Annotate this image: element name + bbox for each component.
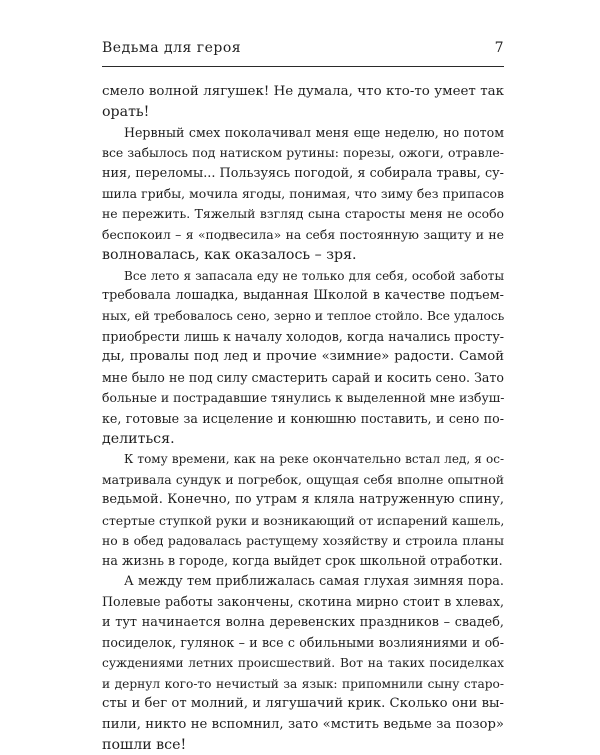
text-line: делиться.: [102, 430, 175, 447]
text-line: орать!: [102, 104, 150, 121]
text-line: ведьмой. Конечно, по утрам я кляла натруженную спину,: [102, 492, 504, 508]
header-rule: [102, 66, 504, 67]
text-line: сты и бег от молний, и лягушачий крик. Сколько они вы-: [102, 696, 504, 712]
text-line: приобрести лишь к началу холодов, когда начались просту-: [102, 328, 504, 344]
text-line: пили, никто не вспомнил, зато «мстить ведьме за позор»: [102, 716, 504, 732]
text-line: волновалась, как оказалось – зря.: [102, 247, 357, 264]
text-line: пошли все!: [102, 737, 187, 753]
paragraph: [102, 82, 504, 123]
paragraph: [102, 266, 504, 450]
text-line: Полевые работы закончены, скотина мирно стоит в хлевах,: [102, 594, 504, 610]
text-line: шила грибы, мочила ягоды, понимая, что зиму без припасов: [102, 186, 504, 202]
paragraph: [102, 449, 504, 571]
text-line: смело волной лягушек! Не думала, что кто-то умеет так: [102, 84, 504, 99]
text-line: и тут начинается волна деревенских праздников – свадеб,: [102, 614, 504, 630]
text-line: больные и пострадавшие тянулись к выделенной мне избуш-: [102, 390, 505, 406]
text-line: посиделок, гулянок – и все с обильными возлияниями и об-: [102, 634, 504, 650]
text-line: все забылось под натиском рутины: порезы, ожоги, отравле-: [102, 145, 504, 161]
text-line: на жизнь в городе, когда выйдет срок школьной отработки.: [102, 553, 503, 569]
text-line: ды, провалы под лед и прочие «зимние» радости. Самой: [102, 349, 504, 365]
running-title: Ведьма для героя: [102, 40, 242, 56]
text-line: ния, переломы... Пользуясь погодой, я собирала травы, су-: [102, 165, 504, 181]
page-number: 7: [494, 40, 504, 56]
text-line: ных, ей требовалось сено, зерно и теплое стойло. Все удалось: [102, 309, 505, 324]
text-line: Нервный смех поколачивал меня еще неделю, но потом: [124, 124, 504, 140]
text-line: требовала лошадка, выданная Школой в качестве подъем-: [102, 288, 504, 304]
text-line: ке, готовые за исцеление и конюшню поставить, и сено по-: [102, 410, 504, 426]
text-line: беспокоил – я «подвесила» на себя постоянную защиту и не: [102, 226, 504, 242]
text-line: не пережить. Тяжелый взгляд сына старосты меня не особо: [102, 206, 504, 222]
paragraph: [102, 123, 504, 266]
text-line: мне было не под силу смастерить сарай и косить сено. Зато: [102, 369, 504, 385]
text-line: суждениями летних происшествий. Вот на таких посиделках: [102, 656, 504, 671]
text-line: К тому времени, как на реке окончательно встал лед, я ос-: [124, 452, 504, 467]
paragraph: [102, 572, 504, 755]
text-line: но в обед радовалась растущему хозяйству и строила планы: [102, 532, 504, 548]
body-text: [102, 82, 504, 755]
text-line: А между тем приближалась самая глухая зимняя пора.: [124, 573, 504, 589]
text-line: Все лето я запасала еду не только для себя, особой заботы: [124, 268, 504, 283]
text-line: стертые ступкой руки и возникающий от испарений кашель,: [102, 512, 505, 528]
running-head: [102, 40, 504, 62]
text-line: матривала сундук и погребок, ощущая себя вполне опытной: [102, 471, 504, 487]
text-line: и дернул кого-то нечистый за язык: припомнили сыну старо-: [102, 676, 504, 691]
